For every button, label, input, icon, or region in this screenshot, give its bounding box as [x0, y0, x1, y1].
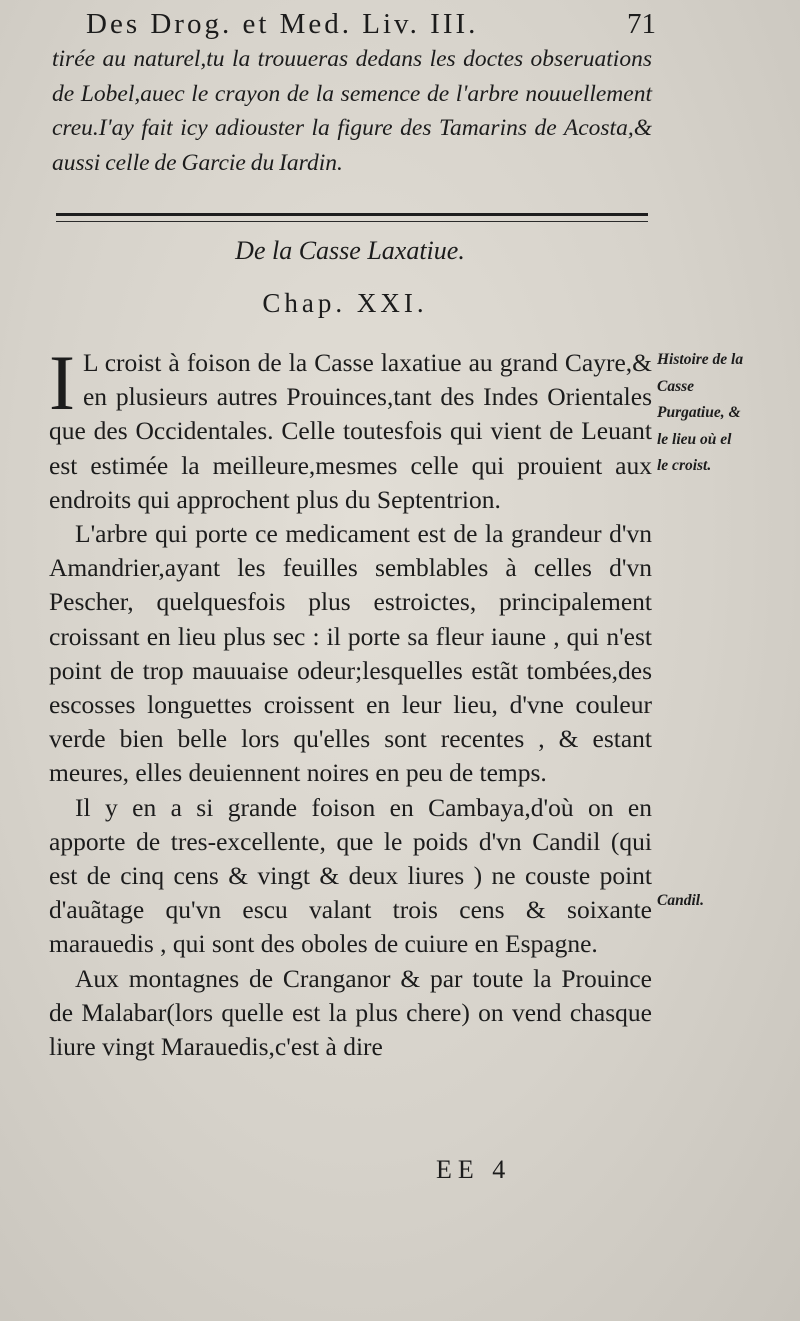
- chapter-body: [49, 339, 652, 1064]
- running-head: [86, 8, 656, 41]
- chapter-heading: Chap. XXI.: [262, 288, 428, 318]
- intro-paragraph: tirée au naturel,tu la trouueras dedans les doctes obseruations de Lobel,auec le crayon de la semence de l'arbre nouuellement creu.I'ay fait icy adiouster la figure des Tamarins de Acosta,& aussi celle de Garcie du Iardin.: [52, 46, 652, 176]
- drop-cap: I: [49, 339, 75, 426]
- margin-note: Histoire de la Casse Purgatiue, & le lieu où el le croist.: [657, 351, 744, 474]
- margin-note: Candil.: [657, 892, 704, 909]
- body-paragraph: Il y en a si grande foison en Cambaya,d'où on en apporte de tres-excellente, que le poids d'vn Candil (qui est de cinq cens & vingt & deux liures ) ne couste point d'auãtage qu'vn escu valant trois cens & soixante marauedis , qui sont des oboles de cuiure en Espagne.: [49, 792, 652, 959]
- section-divider: [56, 213, 648, 222]
- signature-mark: EE 4: [436, 1155, 512, 1184]
- running-head-title: Des Drog. et Med. Liv. III.: [86, 8, 479, 40]
- body-paragraph: L'arbre qui porte ce medicament est de la grandeur d'vn Amandrier,ayant les feuilles semblables à celles d'vn Pescher, quelquesfois plus estroictes, principalement croissant en lieu plus sec : il porte sa fleur iaune , qui n'est point de trop mauuaise odeur;lesquelles estãt tombées,des escosses longuettes croissent en leur lieu, d'vne couleur verde bien belle lors qu'elles sont recentes , & estant meures, elles deuiennent noires en peu de temps.: [49, 519, 652, 788]
- paragraph-text: L croist à foison de la Casse laxatiue au grand Cayre,& en plusieurs autres Prouinces,tant des Indes Orientales que des Occidentales. Celle toutesfois qui vient de Leuant est estimée la meilleure,mesmes celle qui prouient aux endroits qui approchent plus du Septentrion.: [49, 348, 652, 514]
- section-title: De la Casse Laxatiue.: [235, 236, 465, 265]
- body-paragraph: [49, 339, 652, 517]
- body-paragraph: Aux montagnes de Cranganor & par toute la Prouince de Malabar(lors quelle est la plus chere) on vend chasque liure vingt Marauedis,c'est à dire: [49, 963, 652, 1062]
- page-number: 71: [627, 8, 656, 40]
